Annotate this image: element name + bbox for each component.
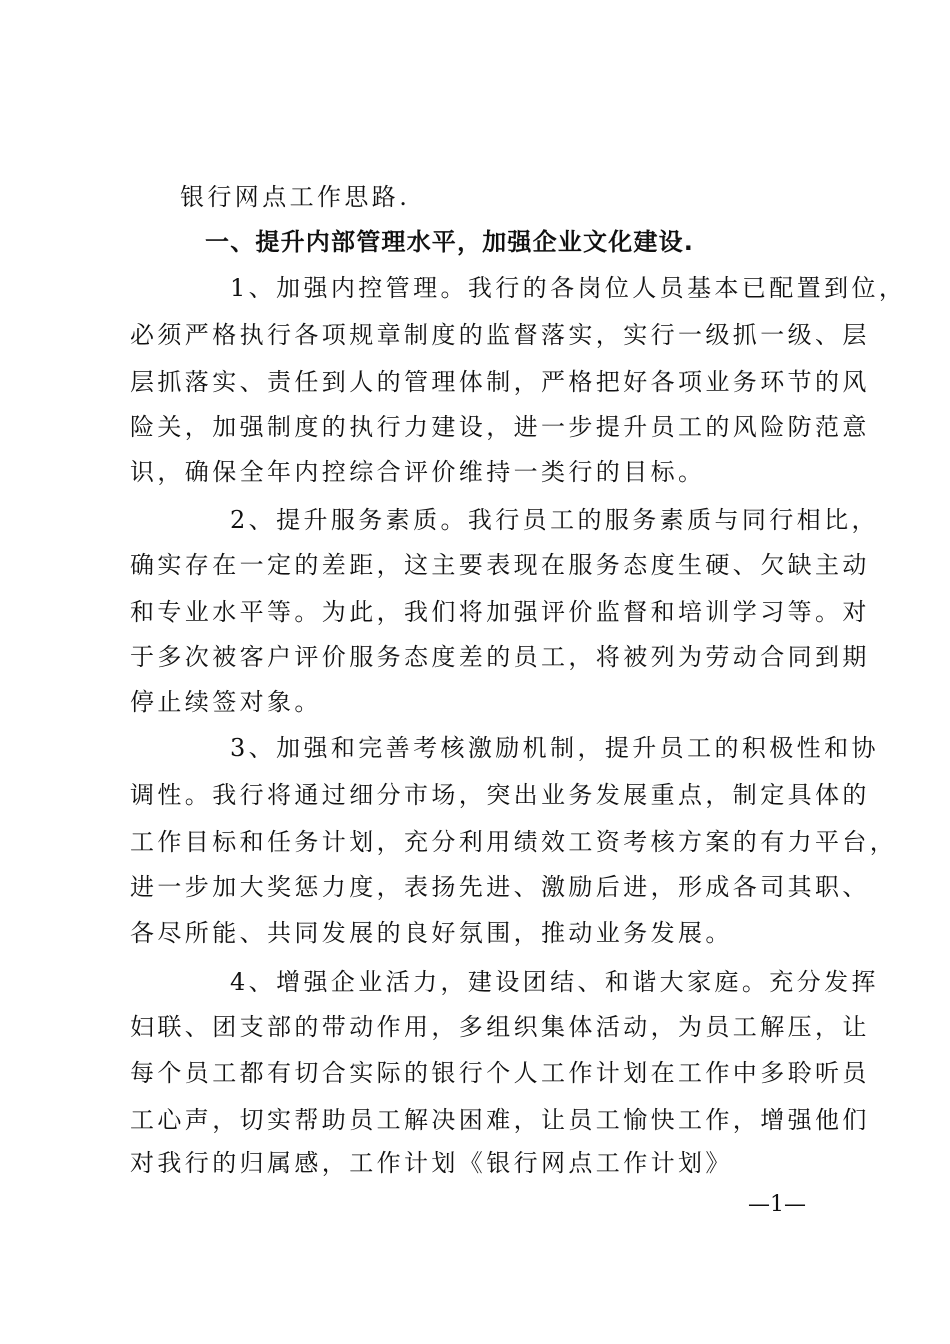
paragraph-line: 4、增强企业活力，建设团结、和谐大家庭。充分发挥 bbox=[230, 968, 879, 996]
paragraph-line: 2、提升服务素质。我行员工的服务素质与同行相比， bbox=[230, 506, 879, 534]
paragraph-line: 工心声，切实帮助员工解决困难，让员工愉快工作，增强他们 bbox=[130, 1106, 870, 1134]
paragraph-line: 险关，加强制度的执行力建设，进一步提升员工的风险防范意 bbox=[130, 413, 870, 441]
paragraph-line: 工作目标和任务计划，充分利用绩效工资考核方案的有力平台， bbox=[130, 828, 898, 856]
paragraph-line: 和专业水平等。为此，我们将加强评价监督和培训学习等。对 bbox=[130, 598, 870, 626]
paragraph-line: 1、加强内控管理。我行的各岗位人员基本已配置到位， bbox=[230, 274, 907, 302]
paragraph-line: 必须严格执行各项规章制度的监督落实，实行一级抓一级、层 bbox=[130, 321, 870, 349]
paragraph-line: 停止续签对象。 bbox=[130, 688, 322, 716]
paragraph-line: 确实存在一定的差距，这主要表现在服务态度生硬、欠缺主动 bbox=[130, 551, 870, 579]
paragraph-line: 于多次被客户评价服务态度差的员工，将被列为劳动合同到期 bbox=[130, 643, 870, 671]
paragraph-line: 每个员工都有切合实际的银行个人工作计划在工作中多聆听员 bbox=[130, 1059, 870, 1087]
intro-line: 银行网点工作思路. bbox=[180, 183, 411, 211]
section-heading: 一、提升内部管理水平，加强企业文化建设. bbox=[205, 228, 695, 256]
paragraph-line: 进一步加大奖惩力度，表扬先进、激励后进，形成各司其职、 bbox=[130, 873, 870, 901]
paragraph-line: 调性。我行将通过细分市场，突出业务发展重点，制定具体的 bbox=[130, 781, 870, 809]
paragraph-line: 对我行的归属感，工作计划《银行网点工作计划》 bbox=[130, 1149, 733, 1177]
paragraph-line: 3、加强和完善考核激励机制，提升员工的积极性和协 bbox=[230, 734, 879, 762]
page-number: —1— bbox=[748, 1192, 806, 1217]
paragraph-line: 各尽所能、共同发展的良好氛围，推动业务发展。 bbox=[130, 919, 733, 947]
paragraph-line: 妇联、团支部的带动作用，多组织集体活动，为员工解压，让 bbox=[130, 1013, 870, 1041]
paragraph-line: 识，确保全年内控综合评价维持一类行的目标。 bbox=[130, 458, 706, 486]
paragraph-line: 层抓落实、责任到人的管理体制，严格把好各项业务环节的风 bbox=[130, 368, 870, 396]
